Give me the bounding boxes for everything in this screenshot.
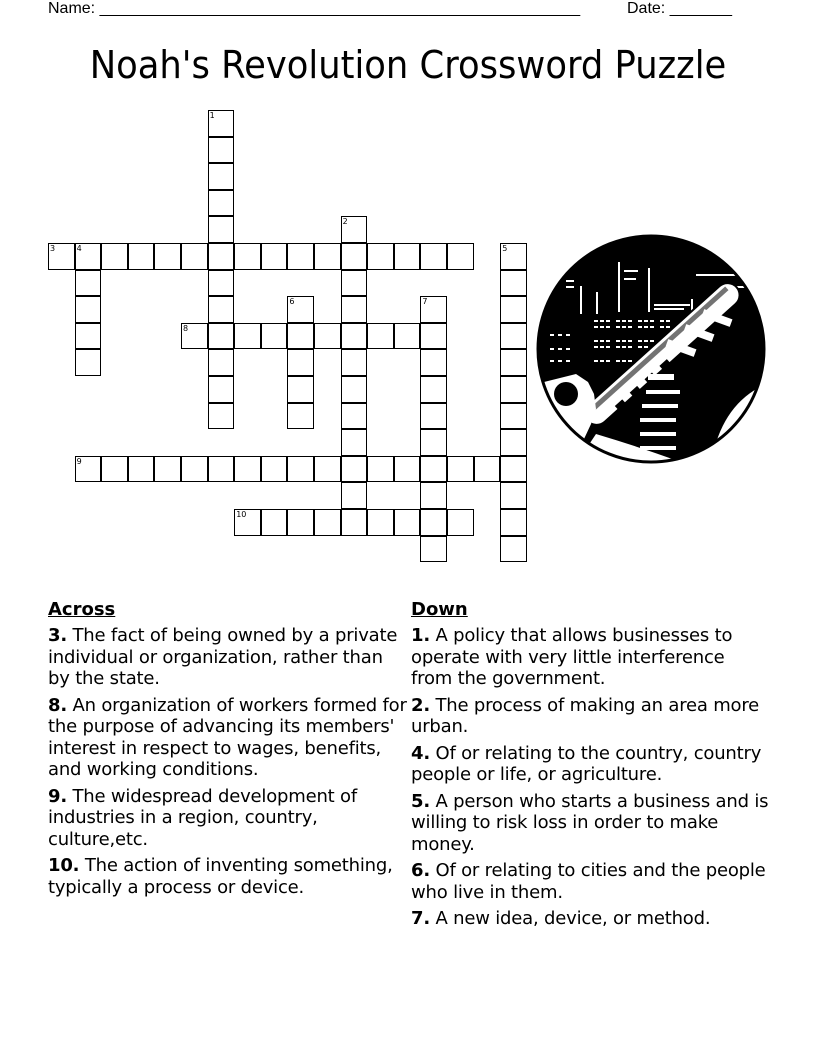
crossword-cell[interactable] — [208, 296, 235, 323]
crossword-cell[interactable] — [394, 509, 421, 536]
crossword-cell[interactable] — [447, 456, 474, 483]
name-field[interactable]: Name: ______________________________________________________ — [48, 0, 581, 17]
crossword-cell[interactable] — [128, 243, 155, 270]
clue-number: 9. — [48, 785, 67, 807]
industrial-illustration — [536, 234, 766, 464]
clue-number: 8. — [48, 694, 67, 716]
crossword-cell[interactable] — [208, 376, 235, 403]
clue-number: 5. — [411, 790, 430, 812]
crossword-cell[interactable] — [420, 403, 447, 430]
crossword-cell[interactable] — [287, 243, 314, 270]
down-clue — [411, 625, 771, 690]
down-clue — [411, 695, 771, 738]
clue-number: 5 — [502, 244, 508, 253]
crossword-cell[interactable] — [208, 349, 235, 376]
down-clue — [411, 908, 771, 930]
crossword-cell[interactable] — [208, 323, 235, 350]
crossword-cell[interactable] — [261, 243, 288, 270]
crossword-cell[interactable] — [314, 243, 341, 270]
crossword-cell[interactable] — [341, 376, 368, 403]
across-heading: Across — [48, 599, 116, 620]
crossword-cell[interactable] — [341, 509, 368, 536]
across-clue — [48, 695, 408, 781]
across-clue — [48, 855, 408, 898]
crossword-cell[interactable] — [341, 296, 368, 323]
crossword-cell[interactable] — [75, 456, 102, 483]
crossword-cell[interactable] — [447, 243, 474, 270]
crossword-cell[interactable] — [394, 323, 421, 350]
crossword-cell[interactable] — [500, 536, 527, 563]
clue-number: 4. — [411, 742, 430, 764]
clue-number: 3. — [48, 625, 67, 646]
crossword-cell[interactable] — [128, 456, 155, 483]
crossword-cell[interactable] — [287, 296, 314, 323]
clue-text: The widespread development of industries in a region, country, culture,etc. — [48, 785, 357, 850]
crossword-cell[interactable] — [181, 243, 208, 270]
crossword-cell[interactable] — [287, 509, 314, 536]
date-field[interactable]: Date: _______ — [627, 0, 732, 17]
crossword-cell[interactable] — [208, 110, 235, 137]
crossword-cell[interactable] — [75, 243, 102, 270]
crossword-cell[interactable] — [287, 349, 314, 376]
clue-number: 1. — [411, 625, 430, 646]
crossword-cell[interactable] — [367, 456, 394, 483]
crossword-cell[interactable] — [447, 509, 474, 536]
crossword-cell[interactable] — [234, 323, 261, 350]
crossword-cell[interactable] — [500, 456, 527, 483]
clue-number: 6 — [289, 297, 295, 307]
crossword-cell[interactable] — [75, 270, 102, 297]
crossword-cell[interactable] — [367, 509, 394, 536]
crossword-cell[interactable] — [500, 482, 527, 509]
across-clue — [48, 786, 408, 851]
crossword-cell[interactable] — [500, 509, 527, 536]
clue-text: The fact of being owned by a private individual or organization, rather than by the state. — [48, 625, 398, 689]
crossword-cell[interactable] — [341, 270, 368, 297]
crossword-cell[interactable] — [341, 482, 368, 509]
crossword-cell[interactable] — [101, 456, 128, 483]
crossword-cell[interactable] — [208, 190, 235, 217]
crossword-cell[interactable] — [75, 296, 102, 323]
crossword-cell[interactable] — [234, 456, 261, 483]
crossword-cell[interactable] — [181, 456, 208, 483]
clue-number: 10 — [236, 510, 247, 519]
across-clue — [48, 625, 408, 690]
crossword-cell[interactable] — [314, 456, 341, 483]
crossword-cell[interactable] — [341, 323, 368, 350]
clue-number: 2. — [411, 694, 430, 716]
crossword-cell[interactable] — [420, 536, 447, 563]
crossword-cell[interactable] — [500, 296, 527, 323]
crossword-cell[interactable] — [208, 403, 235, 430]
crossword-cell[interactable] — [261, 323, 288, 350]
crossword-cell[interactable] — [420, 243, 447, 270]
crossword-cell[interactable] — [208, 243, 235, 270]
crossword-cell[interactable] — [208, 270, 235, 297]
clue-text: A person who starts a business and is willing to risk loss in order to make money. — [411, 790, 769, 855]
crossword-cell[interactable] — [341, 456, 368, 483]
crossword-cell[interactable] — [341, 243, 368, 270]
crossword-grid — [48, 110, 528, 564]
crossword-cell[interactable] — [261, 456, 288, 483]
crossword-cell[interactable] — [234, 243, 261, 270]
down-clues — [411, 598, 771, 935]
crossword-cell[interactable] — [314, 509, 341, 536]
crossword-cell[interactable] — [500, 270, 527, 297]
crossword-cell[interactable] — [500, 376, 527, 403]
crossword-cell[interactable] — [420, 323, 447, 350]
crossword-cell[interactable] — [208, 456, 235, 483]
crossword-cell[interactable] — [208, 163, 235, 190]
crossword-cell[interactable] — [75, 349, 102, 376]
clue-text: The action of inventing something, typically a process or device. — [48, 855, 393, 898]
crossword-cell[interactable] — [474, 456, 501, 483]
crossword-cell[interactable] — [420, 509, 447, 536]
crossword-cell[interactable] — [208, 216, 235, 243]
crossword-cell[interactable] — [420, 349, 447, 376]
crossword-cell[interactable] — [154, 243, 181, 270]
down-clue — [411, 791, 771, 856]
crossword-cell[interactable] — [420, 296, 447, 323]
clue-number: 7. — [411, 908, 430, 929]
crossword-cell[interactable] — [394, 243, 421, 270]
clue-text: The process of making an area more urban. — [411, 694, 760, 737]
crossword-cell[interactable] — [500, 323, 527, 350]
crossword-cell[interactable] — [181, 323, 208, 350]
clue-number: 3 — [50, 244, 56, 253]
crossword-cell[interactable] — [314, 323, 341, 350]
crossword-cell[interactable] — [208, 137, 235, 164]
crossword-cell[interactable] — [420, 456, 447, 483]
industrial-factory-gear-wrench-icon — [536, 234, 766, 464]
crossword-cell[interactable] — [500, 349, 527, 376]
crossword-cell[interactable] — [287, 403, 314, 430]
down-heading: Down — [411, 599, 468, 620]
crossword-cell[interactable] — [261, 509, 288, 536]
crossword-cell[interactable] — [420, 482, 447, 509]
down-clue — [411, 860, 771, 903]
crossword-cell[interactable] — [341, 429, 368, 456]
crossword-cell[interactable] — [367, 323, 394, 350]
crossword-cell[interactable] — [101, 243, 128, 270]
crossword-cell[interactable] — [420, 376, 447, 403]
clue-text: An organization of workers formed for the purpose of advancing its members' interest in respect to wages, benefits, and working conditions. — [48, 694, 407, 780]
down-clue — [411, 743, 771, 786]
crossword-cell[interactable] — [500, 429, 527, 456]
crossword-cell[interactable] — [75, 323, 102, 350]
clue-number: 8 — [183, 323, 189, 333]
crossword-cell[interactable] — [234, 509, 261, 536]
crossword-cell[interactable] — [420, 429, 447, 456]
crossword-cell[interactable] — [48, 243, 75, 270]
crossword-cell[interactable] — [287, 456, 314, 483]
crossword-cell[interactable] — [287, 376, 314, 403]
crossword-cell[interactable] — [500, 243, 527, 270]
crossword-cell[interactable] — [341, 349, 368, 376]
crossword-cell[interactable] — [154, 456, 181, 483]
crossword-cell[interactable] — [367, 243, 394, 270]
across-clues — [48, 598, 408, 903]
clue-text: Of or relating to cities and the people who live in them. — [411, 860, 766, 903]
clue-number: 2 — [342, 217, 348, 227]
crossword-cell[interactable] — [500, 403, 527, 430]
clue-number: 7 — [422, 297, 428, 307]
crossword-cell[interactable] — [287, 323, 314, 350]
clue-text: A new idea, device, or method. — [429, 908, 711, 929]
clue-text: A policy that allows businesses to operate with very little interference from the government. — [411, 625, 733, 689]
clue-number: 6. — [411, 860, 430, 881]
clue-text: Of or relating to the country, country people or life, or agriculture. — [411, 742, 762, 785]
clue-number: 9 — [76, 456, 82, 466]
crossword-cell[interactable] — [341, 403, 368, 430]
clue-number: 4 — [76, 244, 82, 253]
crossword-cell[interactable] — [341, 216, 368, 243]
clue-number: 10. — [48, 855, 80, 876]
crossword-cell[interactable] — [394, 456, 421, 483]
clue-number: 1 — [209, 111, 215, 120]
page-title: Noah's Revolution Crossword Puzzle — [89, 43, 727, 87]
